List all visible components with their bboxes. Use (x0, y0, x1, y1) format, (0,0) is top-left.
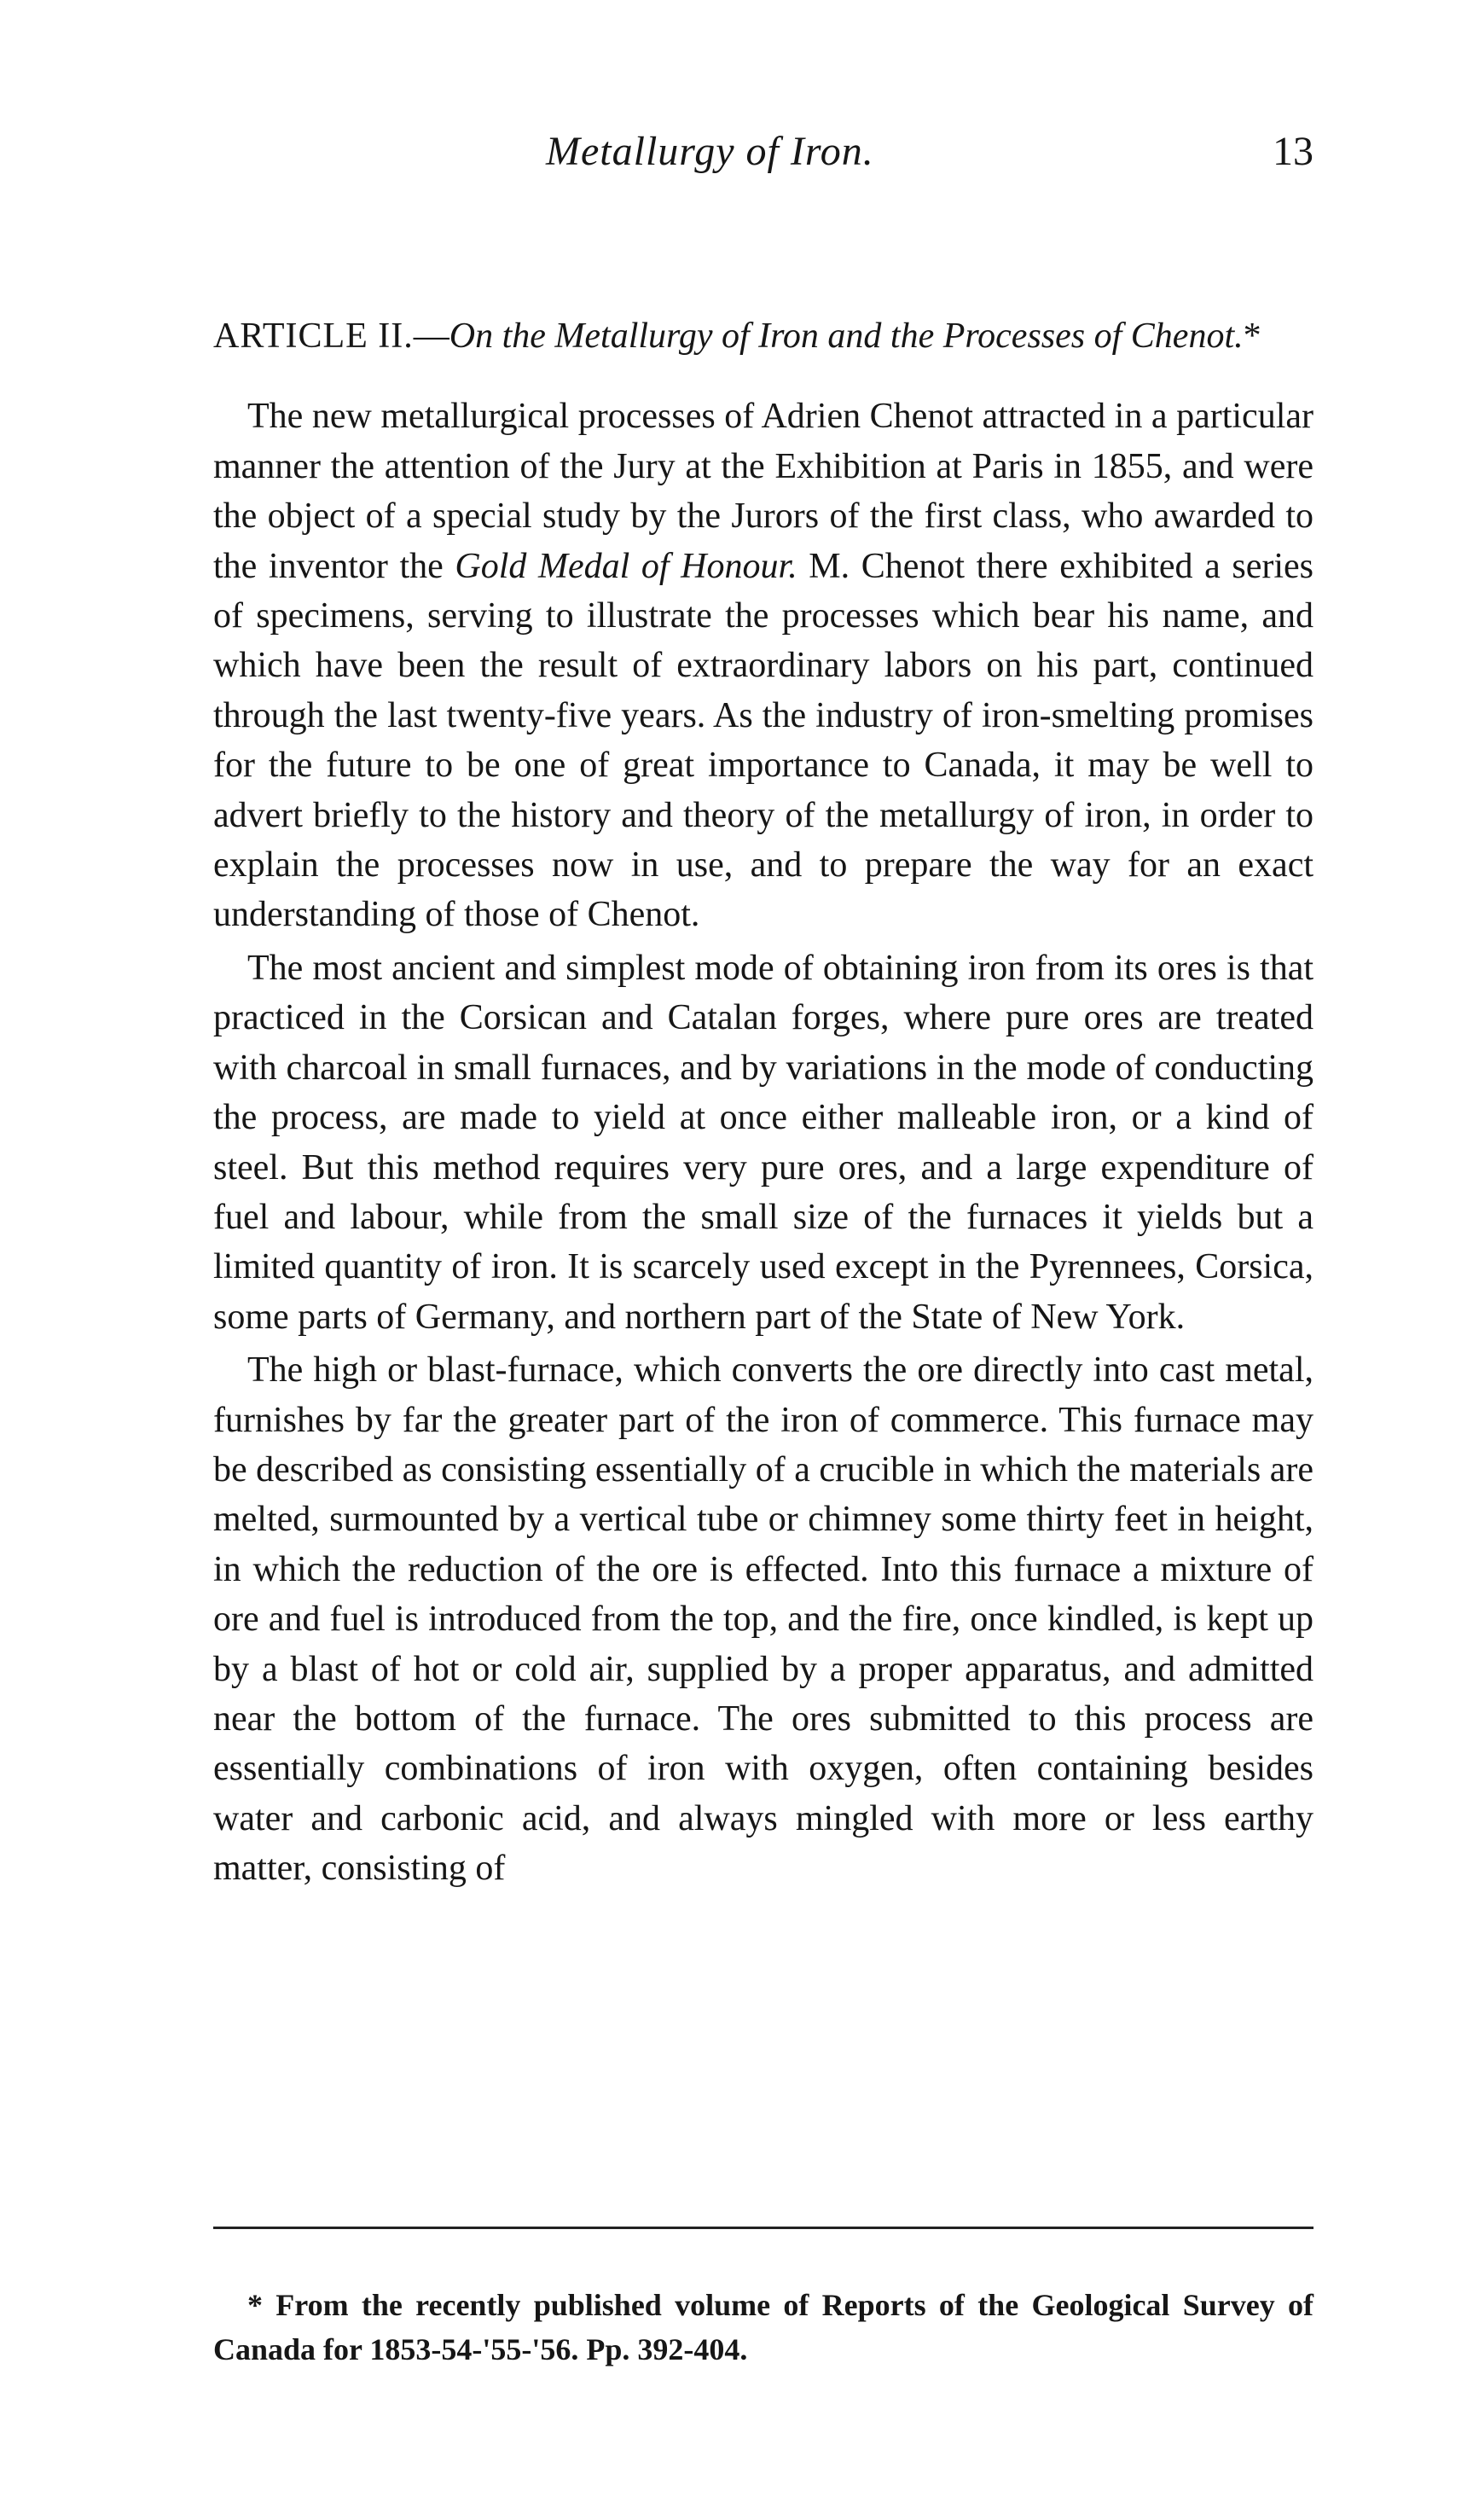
article-number: ARTICLE II. (213, 316, 414, 356)
paragraph-1-emphasis: Gold Medal of Honour. (455, 546, 797, 586)
paragraph-3: The high or blast-furnace, which converts the ore directly into cast metal, furnishes by far the greater part of the iron of commerce. This furnace may be described as consisting essentially of a crucible in which the materials are melted, surmounted by a vertical tube or chimney some thirty feet in height, in which the reduction of the ore is effected. Into this furnace a mixture of ore and fuel is introduced from the top, and the fire, once kindled, is kept up by a blast of hot or cold air, supplied by a proper apparatus, and admitted near the bottom of the furnace. The ores submitted to this process are essentially combinations of iron with oxygen, often containing besides water and carbonic acid, and always mingled with more or less earthy matter, consisting of (213, 1350, 1314, 1889)
article-heading (213, 311, 1314, 361)
footnote-divider (213, 2227, 1314, 2229)
paragraph-1 (213, 392, 1314, 939)
article-footnote-mark: * (1243, 316, 1261, 356)
running-header (213, 128, 1314, 188)
paragraph-1-text-before: The new metallurgical processes of Adrien Chenot attracted in a particular manner the attention of the Jury at the Exhibition at Paris in 1855, and were the object of a special study by the Jurors of the first class, who awarded to the inventor the (213, 397, 1314, 586)
running-title: Metallurgy of Iron. (546, 129, 874, 174)
paragraph-2: The most ancient and simplest mode of obtaining iron from its ores is that practiced in the Corsican and Catalan forges, where pure ores are treated with charcoal in small furnaces, and by variations in the mode of conducting the process, are made to yield at once either malleable iron, or a kind of steel. But this method requires very pure ores, and a large expenditure of fuel and labour, while from the small size of the furnaces it yields but a limited quantity of iron. It is scarcely used except in the Pyrennees, Corsica, some parts of Germany, and northern part of the State of New York. (213, 948, 1314, 1337)
article-title: On the Metallurgy of Iron and the Processes of Chenot. (449, 316, 1244, 356)
paragraph-1-text-after: M. Chenot there exhibited a series of specimens, serving to illustrate the processes which bear his name, and which have been the result of extraordinary labors on his part, continued through the last twenty-five years. As the industry of iron-smelting promises for the future to be one of great importance to Canada, it may be well to advert briefly to the history and theory of the metallurgy of iron, in order to explain the processes now in use, and to prepare the way for an exact understanding of those of Chenot. (213, 546, 1314, 935)
article-separator: — (413, 316, 449, 356)
body-text (213, 311, 1314, 1894)
page-number: 13 (1273, 129, 1314, 174)
footnote: * From the recently published volume of Reports of the Geological Survey of Canada for 1853-54-'55-'56. Pp. 392-404. (213, 2288, 1314, 2366)
